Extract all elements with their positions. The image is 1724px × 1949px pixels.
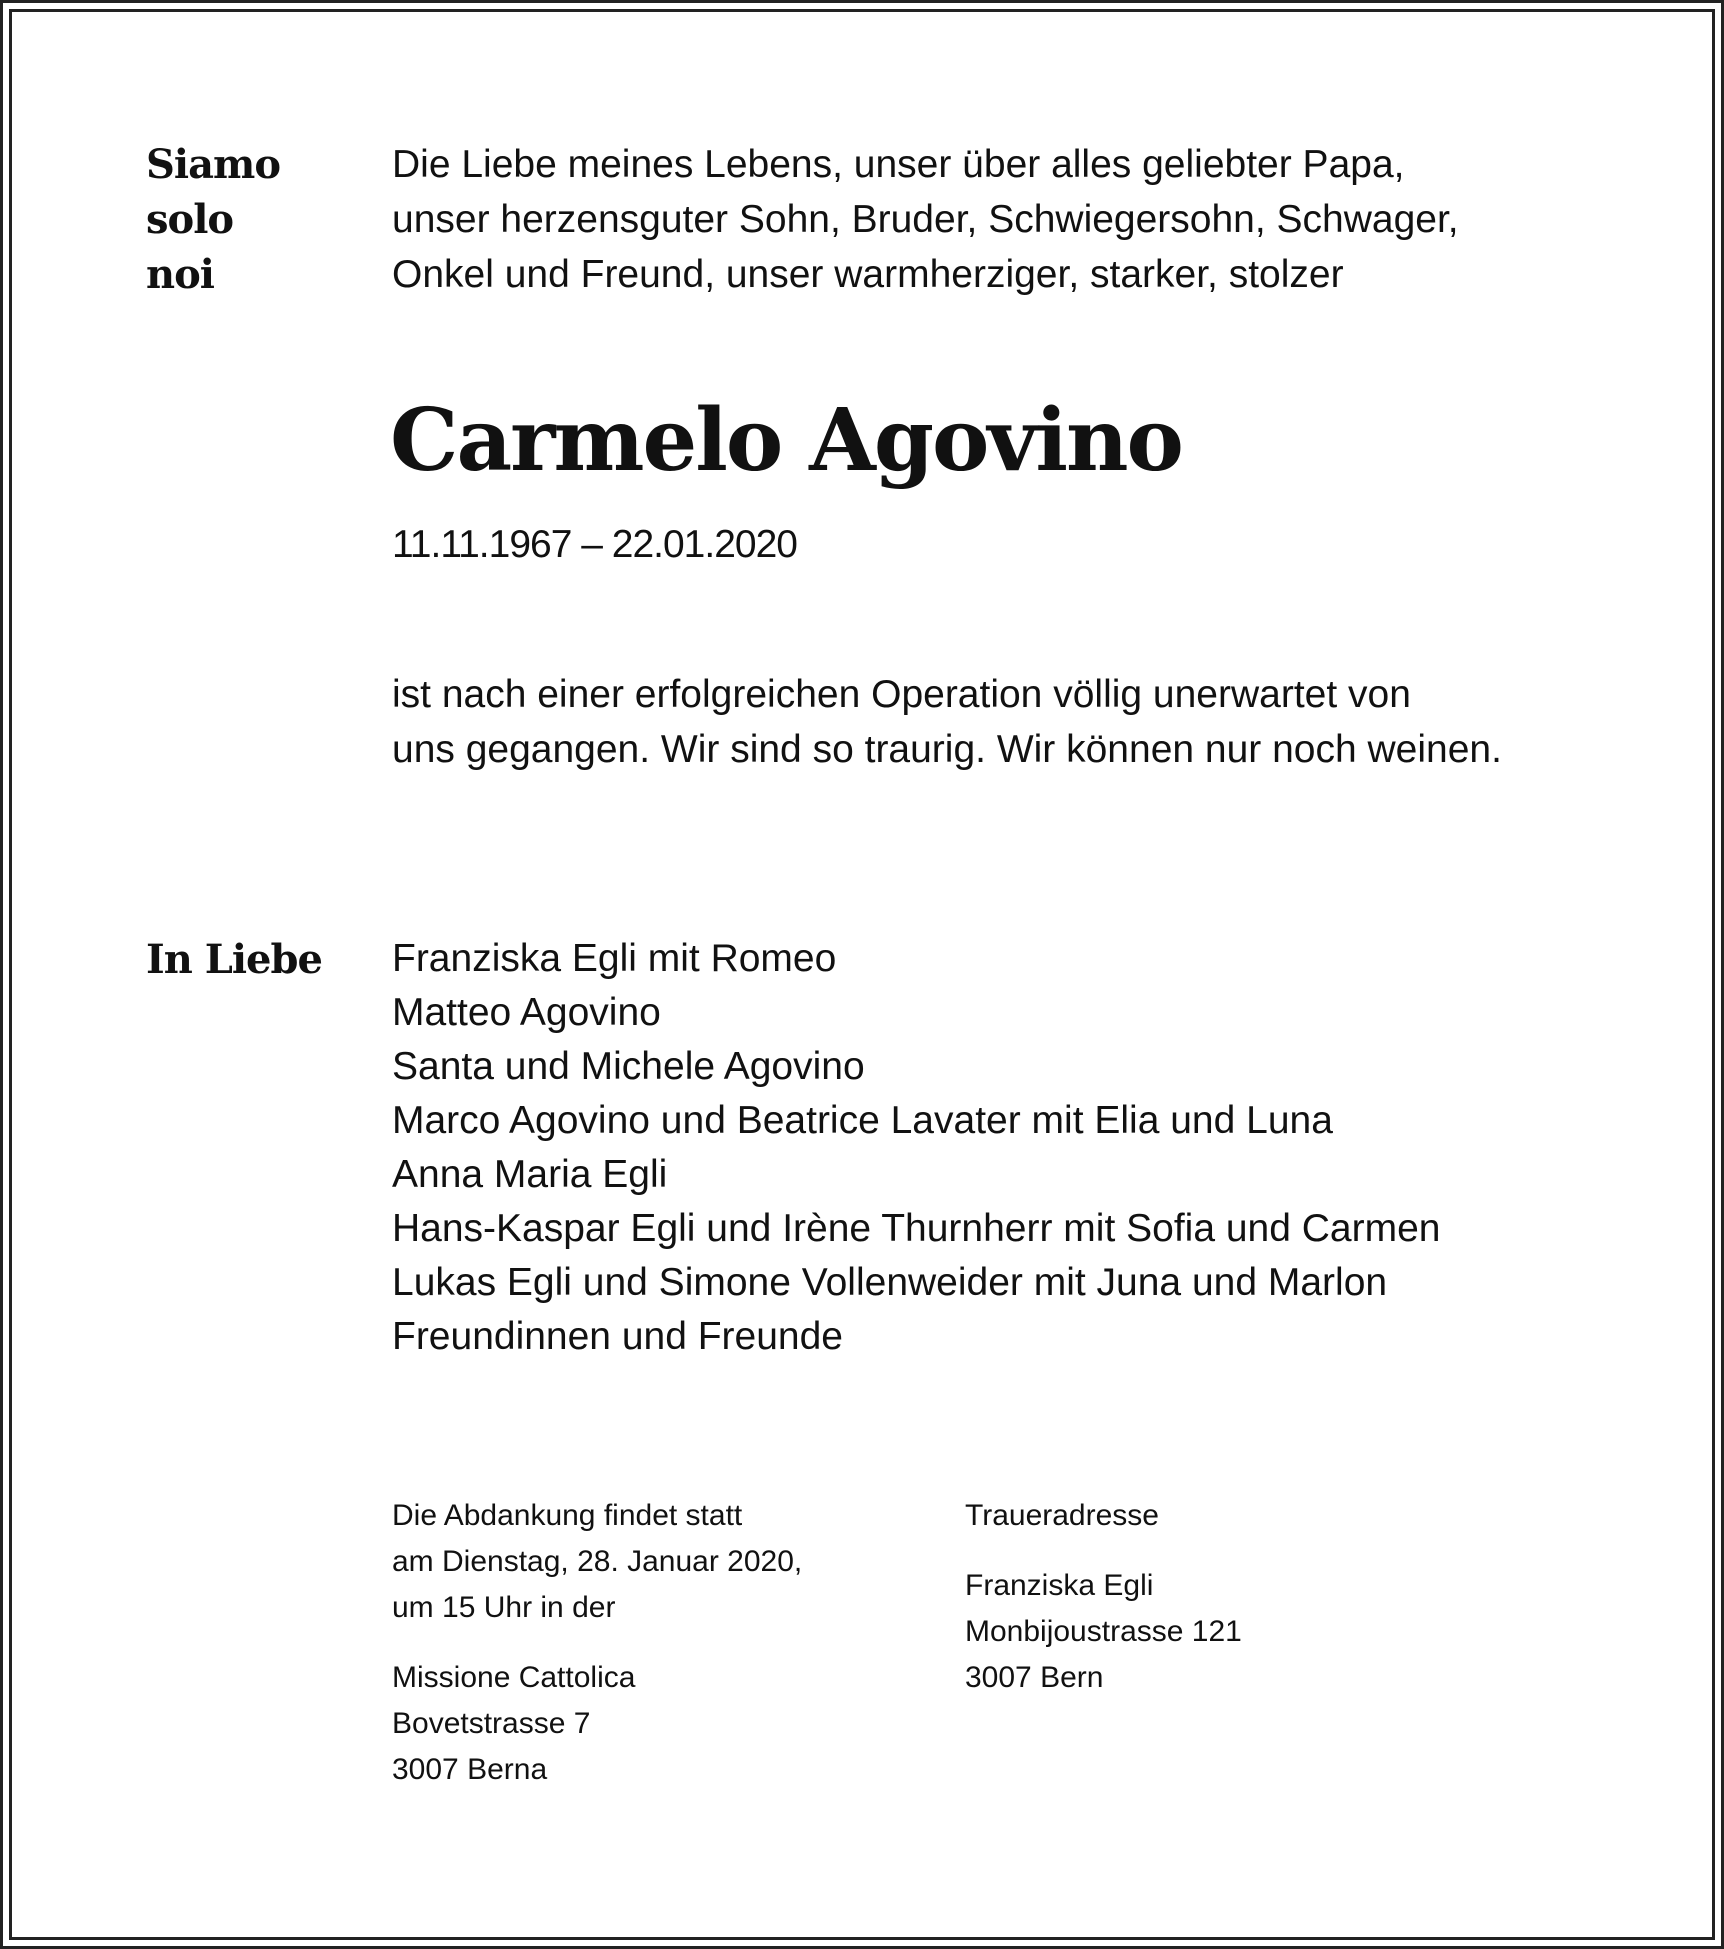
intro-label-line: Siamo bbox=[146, 141, 281, 188]
address-line: 3007 Bern bbox=[965, 1661, 1104, 1694]
spacer bbox=[965, 1539, 1242, 1563]
intro-label-line: solo bbox=[146, 196, 234, 243]
venue-line: Missione Cattolica bbox=[392, 1661, 636, 1694]
venue-line: Bovetstrasse 7 bbox=[392, 1707, 591, 1740]
address-line: Monbijoustrasse 121 bbox=[965, 1615, 1242, 1648]
intro-text-line: Onkel und Freund, unser warmherziger, starker, stolzer bbox=[392, 253, 1344, 296]
address-heading: Traueradresse bbox=[965, 1499, 1159, 1532]
mourner-name: Anna Maria Egli bbox=[392, 1153, 668, 1196]
passing-text bbox=[392, 667, 1502, 777]
ceremony-info bbox=[392, 1493, 802, 1793]
spacer bbox=[392, 1631, 802, 1655]
intro-text bbox=[392, 137, 1652, 302]
mourner-name: Franziska Egli mit Romeo bbox=[392, 937, 837, 980]
intro-text-line: unser herzensguter Sohn, Bruder, Schwiegersohn, Schwager, bbox=[392, 198, 1459, 241]
mourner-name: Santa und Michele Agovino bbox=[392, 1045, 865, 1088]
venue-line: 3007 Berna bbox=[392, 1753, 548, 1786]
mourner-name: Lukas Egli und Simone Vollenweider mit Juna und Marlon bbox=[392, 1261, 1388, 1304]
ceremony-line: am Dienstag, 28. Januar 2020, bbox=[392, 1545, 803, 1578]
passing-text-line: uns gegangen. Wir sind so traurig. Wir können nur noch weinen. bbox=[392, 728, 1502, 771]
mourning-address bbox=[965, 1493, 1242, 1701]
mourners-list bbox=[392, 932, 1440, 1364]
mourner-name: Matteo Agovino bbox=[392, 991, 661, 1034]
deceased-name: Carmelo Agovino bbox=[390, 390, 1182, 491]
ceremony-line: um 15 Uhr in der bbox=[392, 1591, 616, 1624]
mourner-name: Hans-Kaspar Egli und Irène Thurnherr mit Sofia und Carmen bbox=[392, 1207, 1441, 1250]
ceremony-line: Die Abdankung findet statt bbox=[392, 1499, 743, 1532]
mourner-name: Freundinnen und Freunde bbox=[392, 1315, 843, 1358]
intro-text-line: Die Liebe meines Lebens, unser über alles geliebter Papa, bbox=[392, 143, 1405, 186]
life-dates: 11.11.1967 – 22.01.2020 bbox=[392, 523, 797, 566]
passing-text-line: ist nach einer erfolgreichen Operation völlig unerwartet von bbox=[392, 673, 1411, 716]
mourners-label: In Liebe bbox=[146, 936, 322, 983]
intro-label-line: noi bbox=[146, 251, 214, 298]
mourner-name: Marco Agovino und Beatrice Lavater mit Elia und Luna bbox=[392, 1099, 1333, 1142]
intro-label bbox=[146, 137, 280, 302]
address-line: Franziska Egli bbox=[965, 1569, 1154, 1602]
